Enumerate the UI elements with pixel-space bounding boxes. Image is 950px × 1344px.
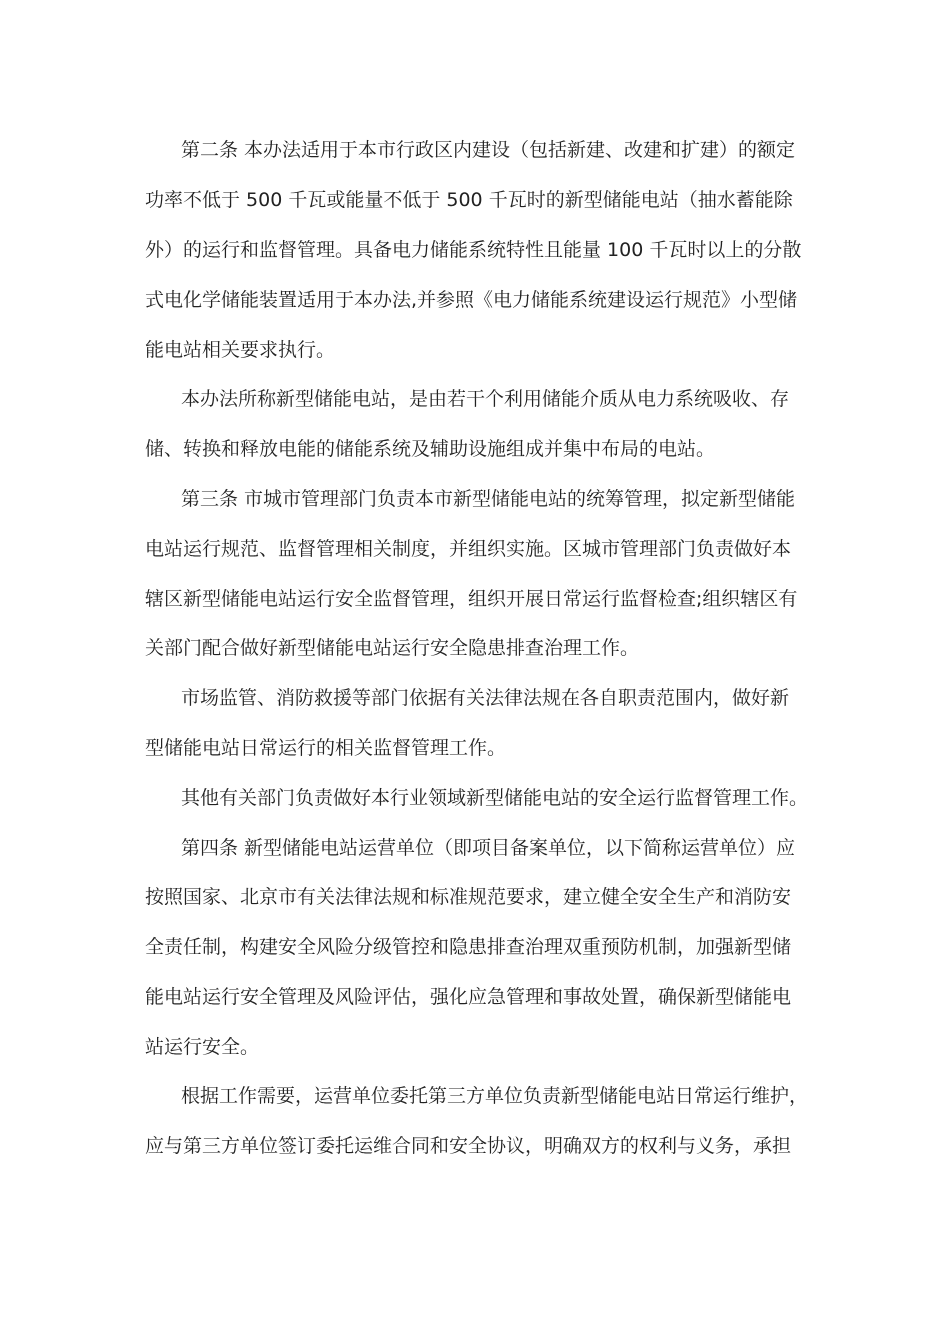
paragraph-line: 式电化学储能装置适用于本办法,并参照《电力储能系统建设运行规范》小型储 xyxy=(145,289,798,311)
paragraph-line: 站运行安全。 xyxy=(145,1036,260,1058)
paragraph-line: 本办法所称新型储能电站，是由若干个利用储能介质从电力系统吸收、存 xyxy=(181,388,790,410)
paragraph-line: 储、转换和释放电能的储能系统及辅助设施组成并集中布局的电站。 xyxy=(145,438,716,460)
paragraph-line: 其他有关部门负责做好本行业领域新型储能电站的安全运行监督管理工作。 xyxy=(181,787,809,809)
paragraph-line: 第三条 市城市管理部门负责本市新型储能电站的统筹管理，拟定新型储能 xyxy=(181,488,796,510)
paragraph-line: 根据工作需要，运营单位委托第三方单位负责新型储能电站日常运行维护， xyxy=(181,1085,809,1107)
paragraph-line: 能电站相关要求执行。 xyxy=(145,339,336,361)
paragraph-line: 关部门配合做好新型储能电站运行安全隐患排查治理工作。 xyxy=(145,637,640,659)
paragraph-line: 第二条 本办法适用于本市行政区内建设（包括新建、改建和扩建）的额定 xyxy=(181,139,796,161)
paragraph-line: 外）的运行和监督管理。具备电力储能系统特性且能量 100 千瓦时以上的分散 xyxy=(145,239,802,261)
paragraph-line: 辖区新型储能电站运行安全监督管理，组织开展日常运行监督检查;组织辖区有 xyxy=(145,588,798,610)
paragraph-line: 按照国家、北京市有关法律法规和标准规范要求，建立健全安全生产和消防安 xyxy=(145,886,792,908)
paragraph-line: 全责任制，构建安全风险分级管控和隐患排查治理双重预防机制，加强新型储 xyxy=(145,936,792,958)
paragraph-line: 电站运行规范、监督管理相关制度，并组织实施。区城市管理部门负责做好本 xyxy=(145,538,792,560)
paragraph-line: 第四条 新型储能电站运营单位（即项目备案单位，以下简称运营单位）应 xyxy=(181,837,796,859)
paragraph-line: 功率不低于 500 千瓦或能量不低于 500 千瓦时的新型储能电站（抽水蓄能除 xyxy=(145,189,793,211)
paragraph-line: 应与第三方单位签订委托运维合同和安全协议，明确双方的权利与义务，承担 xyxy=(145,1135,792,1157)
paragraph-line: 型储能电站日常运行的相关监督管理工作。 xyxy=(145,737,507,759)
paragraph-line: 市场监管、消防救援等部门依据有关法律法规在各自职责范围内，做好新 xyxy=(181,687,790,709)
paragraph-line: 能电站运行安全管理及风险评估，强化应急管理和事故处置，确保新型储能电 xyxy=(145,986,792,1008)
